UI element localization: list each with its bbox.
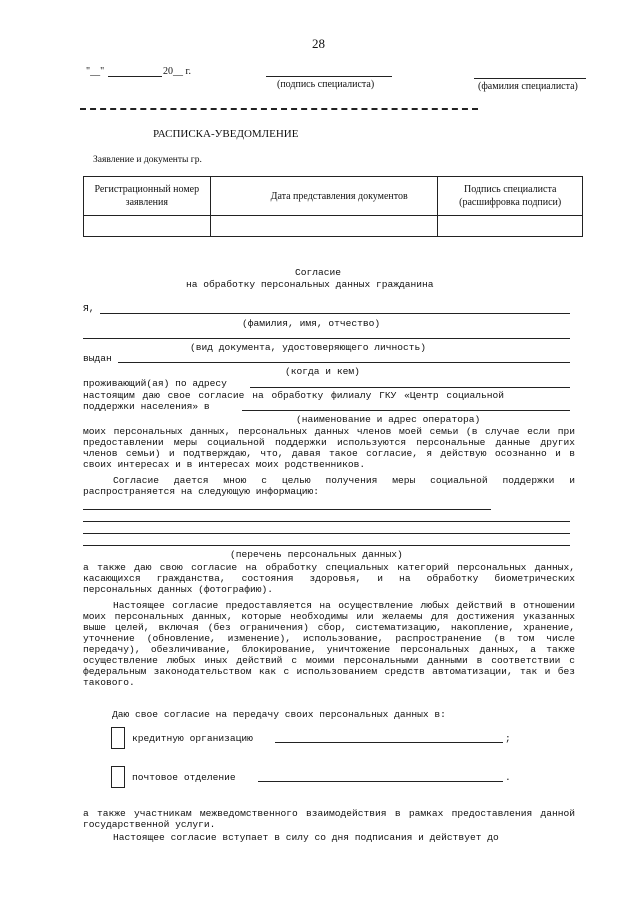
- specialist-signature-label: (подпись специалиста): [277, 79, 375, 90]
- fio-hint: (фамилия, имя, отчество): [242, 318, 381, 329]
- data-list-line-2[interactable]: [83, 521, 570, 522]
- consent-title: Согласие: [295, 267, 342, 278]
- issued-line[interactable]: [118, 362, 570, 363]
- signature-line: [266, 76, 392, 77]
- cell-reg-number[interactable]: [84, 216, 211, 237]
- col-date: Дата представления документов: [210, 177, 438, 216]
- post-office-end: .: [505, 772, 511, 783]
- doc-line[interactable]: [83, 338, 570, 339]
- receipt-title: РАСПИСКА-УВЕДОМЛЕНИЕ: [153, 128, 299, 140]
- receipt-table: [83, 176, 583, 237]
- page-number: 28: [312, 36, 325, 51]
- address-line[interactable]: [250, 387, 570, 388]
- col-signature: Подпись специалиста (расшифровка подписи): [438, 177, 583, 216]
- paragraph-5: Даю свое согласие на передачу своих персональных данных в:: [112, 709, 446, 720]
- consent-line1: настоящим даю свое согласие на обработку филиалу ГКУ «Центр социальной: [83, 390, 505, 401]
- operator-hint: (наименование и адрес оператора): [296, 414, 481, 425]
- credit-org-line[interactable]: [275, 742, 503, 743]
- col-reg-number: Регистрационный номер заявления: [84, 177, 211, 216]
- cell-date[interactable]: [210, 216, 438, 237]
- consent-subtitle: на обработку персональных данных гражданина: [186, 279, 434, 290]
- data-list-line-1[interactable]: [83, 509, 491, 510]
- date-prefix: "__": [86, 66, 105, 77]
- post-office-checkbox[interactable]: [111, 766, 125, 788]
- address-label: проживающий(ая) по адресу: [83, 378, 227, 389]
- specialist-name-label: (фамилия специалиста): [478, 81, 578, 92]
- issued-label: выдан: [83, 353, 112, 364]
- date-year: 20__ г.: [163, 66, 191, 77]
- consent-line2: поддержки населения» в: [83, 401, 210, 412]
- data-list-line-4[interactable]: [83, 545, 570, 546]
- credit-org-checkbox[interactable]: [111, 727, 125, 749]
- post-office-line[interactable]: [258, 781, 503, 782]
- data-list-line-3[interactable]: [83, 533, 570, 534]
- cell-signature[interactable]: [438, 216, 583, 237]
- paragraph-6: а также участникам межведомственного взаимодействия в рамках предоставления данной государственной услуги.: [83, 808, 575, 830]
- paragraph-2: Согласие дается мною с целью получения меры социальной поддержки и распространяется на следующую информацию:: [83, 475, 575, 497]
- post-office-label: почтовое отделение: [132, 772, 236, 783]
- doc-hint: (вид документа, удостоверяющего личность): [190, 342, 427, 353]
- when-who-hint: (когда и кем): [285, 366, 360, 377]
- list-hint: (перечень персональных данных): [230, 549, 403, 560]
- paragraph-3: а также даю свою согласие на обработку специальных категорий персональных данных, касающихся гражданства, состояния здоровья, и на обработку биометрических персональных данных (фотографию).: [83, 562, 575, 595]
- operator-line[interactable]: [242, 410, 570, 411]
- receipt-intro: Заявление и документы гр.: [93, 155, 202, 165]
- credit-org-label: кредитную организацию: [132, 733, 253, 744]
- credit-org-end: ;: [505, 733, 511, 744]
- date-line: [108, 76, 162, 77]
- paragraph-1: моих персональных данных, персональных данных членов моей семьи (в случае если при предоставлении меры социальной поддержки используются персональные данные других членов семьи) и подтверждаю, что, давая такое согласие, я действую осознанно и в своих интересах и в интересах моих родственников.: [83, 426, 575, 470]
- paragraph-7: Настоящее согласие вступает в силу со дня подписания и действует до: [113, 832, 499, 843]
- fio-line[interactable]: [100, 313, 570, 314]
- i-label: Я,: [83, 303, 95, 314]
- specialist-name-line: [474, 78, 586, 79]
- paragraph-4: Настоящее согласие предоставляется на осуществление любых действий в отношении моих персональных данных, которые необходимы или желаемы для достижения указанных выше целей, включая (без ограничения) сбор, систематизацию, накопление, хранение, уточнение (обновление, изменение), использование, распространение (в том числе передачу), обезличивание, блокирование, уничтожение персональных данных, а также осуществление любых иных действий с моими персональными данными в соответствии с федеральным законодательством как с использованием средств автоматизации, так и без такового.: [83, 600, 575, 688]
- cut-line: [80, 108, 478, 110]
